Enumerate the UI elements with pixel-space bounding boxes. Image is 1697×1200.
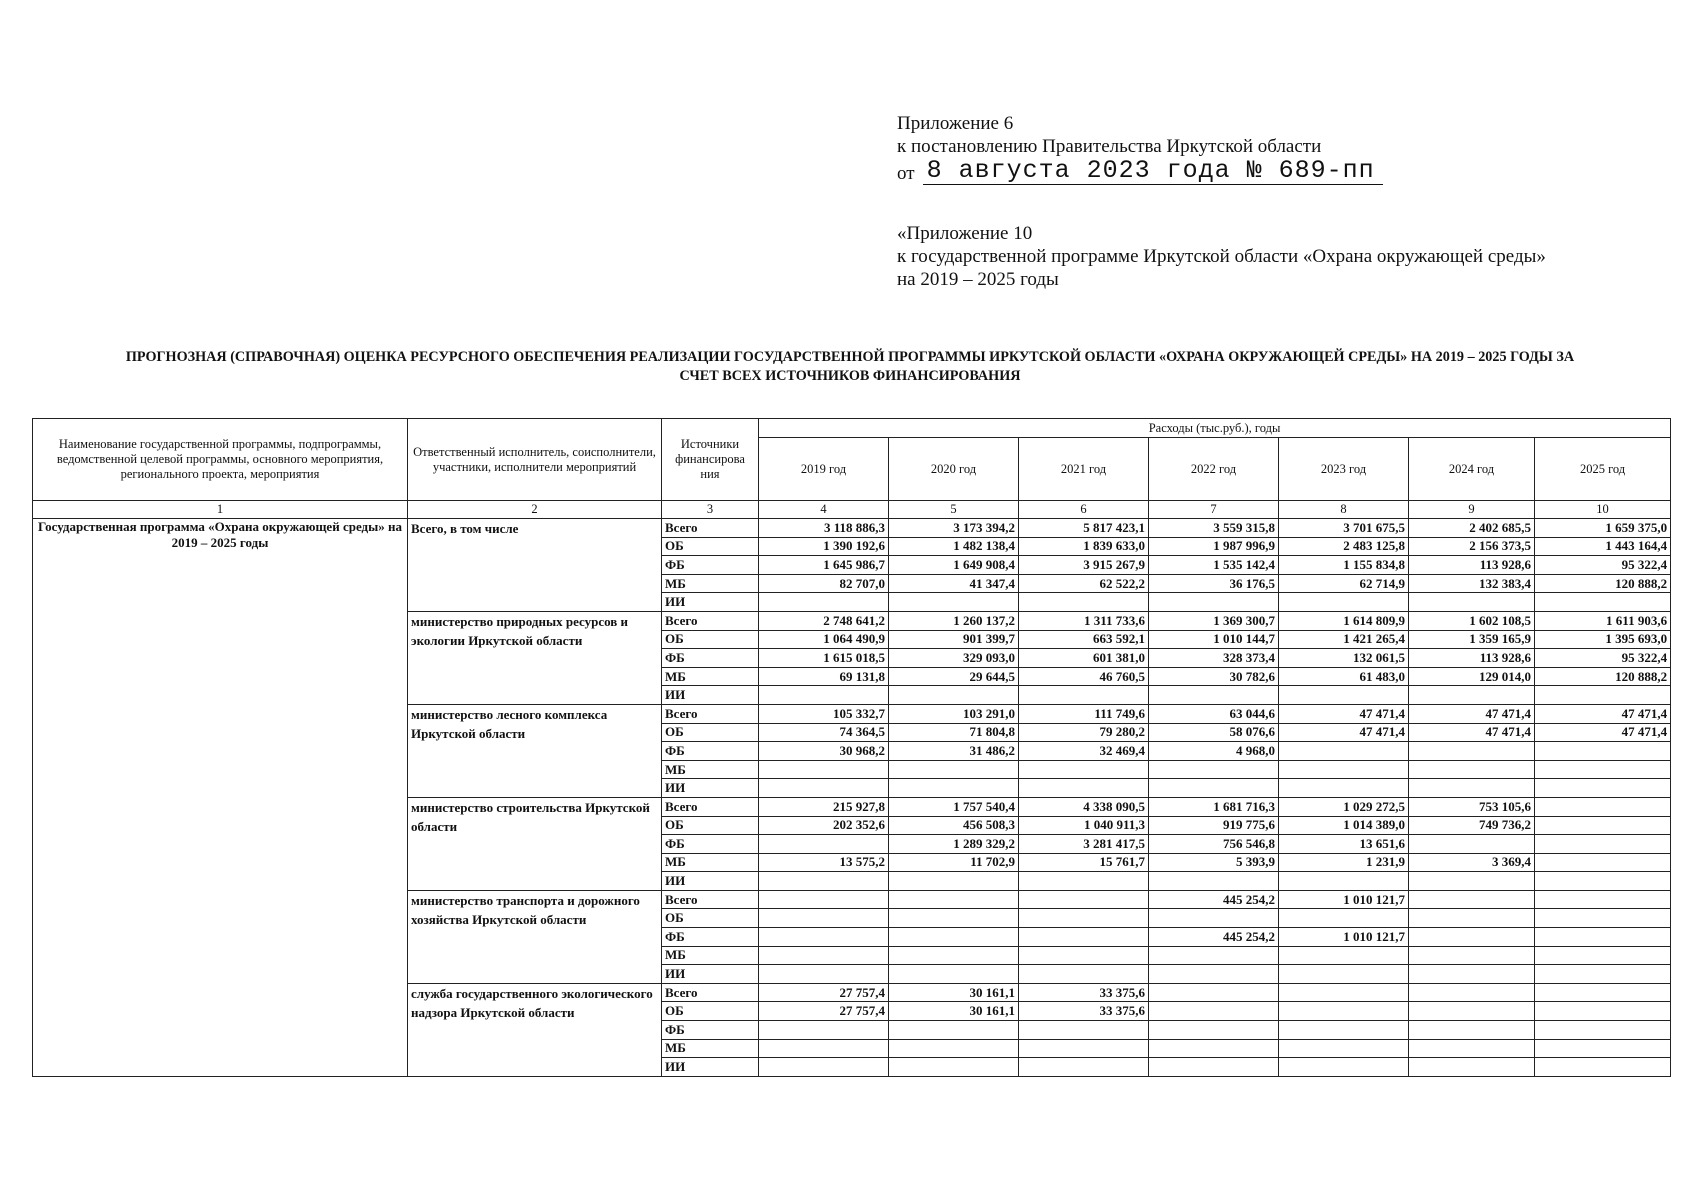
header-year: 2021 год <box>1019 438 1149 501</box>
amount-cell: 47 471,4 <box>1535 723 1671 742</box>
amount-cell: 3 173 394,2 <box>889 519 1019 538</box>
funding-source-cell: Всего <box>662 704 759 723</box>
amount-cell <box>1535 1002 1671 1021</box>
amount-cell: 329 093,0 <box>889 649 1019 668</box>
amount-cell: 753 105,6 <box>1409 797 1535 816</box>
amount-cell <box>1279 872 1409 891</box>
amount-cell <box>759 928 889 947</box>
amount-cell <box>759 835 889 854</box>
funding-source-cell: ФБ <box>662 928 759 947</box>
amount-cell <box>889 928 1019 947</box>
amount-cell <box>759 1021 889 1040</box>
amount-cell: 1 649 908,4 <box>889 556 1019 575</box>
amount-cell: 132 061,5 <box>1279 649 1409 668</box>
amount-cell: 1 311 733,6 <box>1019 611 1149 630</box>
amount-cell <box>1149 909 1279 928</box>
amount-cell <box>1149 760 1279 779</box>
amount-cell: 47 471,4 <box>1279 704 1409 723</box>
amount-cell <box>889 686 1019 705</box>
amount-cell: 129 014,0 <box>1409 667 1535 686</box>
funding-source-cell: ФБ <box>662 835 759 854</box>
amount-cell: 111 749,6 <box>1019 704 1149 723</box>
amount-cell: 445 254,2 <box>1149 890 1279 909</box>
amount-cell <box>1019 686 1149 705</box>
amount-cell: 202 352,6 <box>759 816 889 835</box>
amount-cell <box>1279 1021 1409 1040</box>
amount-cell: 1 611 903,6 <box>1535 611 1671 630</box>
amount-cell: 13 651,6 <box>1279 835 1409 854</box>
amount-cell: 95 322,4 <box>1535 556 1671 575</box>
funding-source-cell: МБ <box>662 667 759 686</box>
amount-cell: 5 393,9 <box>1149 853 1279 872</box>
amount-cell <box>1409 835 1535 854</box>
amount-cell <box>1409 983 1535 1002</box>
amount-cell: 82 707,0 <box>759 574 889 593</box>
amount-cell <box>1149 1039 1279 1058</box>
amount-cell: 33 375,6 <box>1019 1002 1149 1021</box>
header-program-name: Наименование государственной программы, подпрограммы, ведомственной целевой программы, основного мероприятия, регионального проекта, мероприятия <box>33 419 408 501</box>
amount-cell <box>889 965 1019 984</box>
header-year: 2023 год <box>1279 438 1409 501</box>
amount-cell: 27 757,4 <box>759 1002 889 1021</box>
amount-cell: 1 757 540,4 <box>889 797 1019 816</box>
column-number: 8 <box>1279 501 1409 519</box>
funding-source-cell: ФБ <box>662 742 759 761</box>
amount-cell: 62 714,9 <box>1279 574 1409 593</box>
amount-cell: 1 602 108,5 <box>1409 611 1535 630</box>
amount-cell: 3 701 675,5 <box>1279 519 1409 538</box>
amount-cell <box>1019 909 1149 928</box>
column-number: 1 <box>33 501 408 519</box>
amount-cell <box>1019 928 1149 947</box>
amount-cell: 74 364,5 <box>759 723 889 742</box>
amount-cell <box>1019 593 1149 612</box>
executor-cell: министерство строительства Иркутской области <box>408 797 662 890</box>
appendix-6-header <box>897 112 1383 185</box>
amount-cell: 1 369 300,7 <box>1149 611 1279 630</box>
amount-cell <box>1409 760 1535 779</box>
funding-source-cell: Всего <box>662 983 759 1002</box>
amount-cell <box>759 760 889 779</box>
amount-cell <box>1409 742 1535 761</box>
amount-cell: 47 471,4 <box>1535 704 1671 723</box>
amount-cell: 1 482 138,4 <box>889 537 1019 556</box>
amount-cell: 1 390 192,6 <box>759 537 889 556</box>
amount-cell: 1 614 809,9 <box>1279 611 1409 630</box>
amount-cell <box>889 1058 1019 1077</box>
amount-cell <box>1535 983 1671 1002</box>
column-number: 6 <box>1019 501 1149 519</box>
funding-source-cell: МБ <box>662 853 759 872</box>
amount-cell: 1 987 996,9 <box>1149 537 1279 556</box>
amount-cell <box>1409 946 1535 965</box>
financing-table <box>32 418 1671 1077</box>
amount-cell <box>1535 946 1671 965</box>
amount-cell: 36 176,5 <box>1149 574 1279 593</box>
funding-source-cell: ИИ <box>662 779 759 798</box>
amount-cell: 1 359 165,9 <box>1409 630 1535 649</box>
amount-cell <box>889 593 1019 612</box>
header-funding-source: Источники финансирова ния <box>662 419 759 501</box>
funding-source-cell: ИИ <box>662 1058 759 1077</box>
amount-cell: 3 915 267,9 <box>1019 556 1149 575</box>
amount-cell: 47 471,4 <box>1279 723 1409 742</box>
amount-cell <box>889 1021 1019 1040</box>
column-number: 2 <box>408 501 662 519</box>
amount-cell: 663 592,1 <box>1019 630 1149 649</box>
header-expenses: Расходы (тыс.руб.), годы <box>759 419 1671 438</box>
amount-cell <box>1279 760 1409 779</box>
column-number: 3 <box>662 501 759 519</box>
header-year: 2020 год <box>889 438 1019 501</box>
amount-cell: 132 383,4 <box>1409 574 1535 593</box>
amount-cell: 1 064 490,9 <box>759 630 889 649</box>
appendix-10-program: к государственной программе Иркутской области «Охрана окружающей среды» <box>897 246 1546 267</box>
amount-cell <box>1409 1021 1535 1040</box>
amount-cell: 1 040 911,3 <box>1019 816 1149 835</box>
amount-cell <box>1535 835 1671 854</box>
amount-cell: 95 322,4 <box>1535 649 1671 668</box>
amount-cell <box>1409 1039 1535 1058</box>
amount-cell: 3 281 417,5 <box>1019 835 1149 854</box>
amount-cell: 328 373,4 <box>1149 649 1279 668</box>
amount-cell <box>1409 593 1535 612</box>
amount-cell <box>1149 686 1279 705</box>
amount-cell: 15 761,7 <box>1019 853 1149 872</box>
amount-cell: 63 044,6 <box>1149 704 1279 723</box>
appendix-10-title: «Приложение 10 <box>897 223 1033 244</box>
amount-cell <box>1409 890 1535 909</box>
amount-cell <box>1279 1002 1409 1021</box>
amount-cell <box>759 1058 889 1077</box>
amount-cell <box>1535 797 1671 816</box>
amount-cell <box>759 872 889 891</box>
amount-cell <box>1279 686 1409 705</box>
funding-source-cell: ОБ <box>662 723 759 742</box>
amount-cell <box>1409 686 1535 705</box>
header-year: 2025 год <box>1535 438 1671 501</box>
amount-cell <box>759 909 889 928</box>
column-number: 10 <box>1535 501 1671 519</box>
amount-cell: 4 338 090,5 <box>1019 797 1149 816</box>
amount-cell: 3 118 886,3 <box>759 519 889 538</box>
amount-cell: 120 888,2 <box>1535 667 1671 686</box>
amount-cell <box>1149 1002 1279 1021</box>
funding-source-cell: Всего <box>662 519 759 538</box>
amount-cell <box>1535 760 1671 779</box>
amount-cell: 32 469,4 <box>1019 742 1149 761</box>
amount-cell <box>1149 779 1279 798</box>
amount-cell: 2 402 685,5 <box>1409 519 1535 538</box>
amount-cell <box>759 779 889 798</box>
amount-cell <box>1279 965 1409 984</box>
amount-cell: 1 014 389,0 <box>1279 816 1409 835</box>
appendix-10-header <box>897 222 1546 291</box>
amount-cell: 919 775,6 <box>1149 816 1279 835</box>
amount-cell <box>1149 946 1279 965</box>
amount-cell <box>759 686 889 705</box>
amount-cell <box>1279 593 1409 612</box>
funding-source-cell: ИИ <box>662 593 759 612</box>
amount-cell <box>1019 946 1149 965</box>
amount-cell: 1 395 693,0 <box>1535 630 1671 649</box>
executor-cell: служба государственного экологического надзора Иркутской области <box>408 983 662 1076</box>
amount-cell: 1 443 164,4 <box>1535 537 1671 556</box>
funding-source-cell: МБ <box>662 760 759 779</box>
funding-source-cell: ОБ <box>662 630 759 649</box>
amount-cell <box>759 1039 889 1058</box>
funding-source-cell: ИИ <box>662 872 759 891</box>
amount-cell <box>759 965 889 984</box>
amount-cell: 113 928,6 <box>1409 649 1535 668</box>
header-year: 2024 год <box>1409 438 1535 501</box>
amount-cell <box>1535 928 1671 947</box>
funding-source-cell: ОБ <box>662 909 759 928</box>
amount-cell: 1 681 716,3 <box>1149 797 1279 816</box>
amount-cell <box>1409 1058 1535 1077</box>
amount-cell: 4 968,0 <box>1149 742 1279 761</box>
amount-cell <box>1019 872 1149 891</box>
amount-cell: 1 260 137,2 <box>889 611 1019 630</box>
amount-cell <box>1279 742 1409 761</box>
amount-cell <box>1019 1021 1149 1040</box>
amount-cell: 30 161,1 <box>889 1002 1019 1021</box>
amount-cell: 46 760,5 <box>1019 667 1149 686</box>
amount-cell: 120 888,2 <box>1535 574 1671 593</box>
funding-source-cell: ФБ <box>662 1021 759 1040</box>
amount-cell <box>1019 890 1149 909</box>
amount-cell: 30 782,6 <box>1149 667 1279 686</box>
amount-cell: 30 968,2 <box>759 742 889 761</box>
amount-cell <box>1149 593 1279 612</box>
amount-cell <box>889 946 1019 965</box>
amount-cell: 69 131,8 <box>759 667 889 686</box>
amount-cell <box>1019 1039 1149 1058</box>
appendix-6-title: Приложение 6 <box>897 113 1014 134</box>
amount-cell <box>1535 1021 1671 1040</box>
column-number: 7 <box>1149 501 1279 519</box>
amount-cell: 1 659 375,0 <box>1535 519 1671 538</box>
table-row <box>33 519 1671 538</box>
amount-cell: 71 804,8 <box>889 723 1019 742</box>
amount-cell <box>1535 965 1671 984</box>
amount-cell <box>759 890 889 909</box>
funding-source-cell: МБ <box>662 574 759 593</box>
amount-cell: 79 280,2 <box>1019 723 1149 742</box>
amount-cell: 1 010 121,7 <box>1279 928 1409 947</box>
amount-cell <box>1149 872 1279 891</box>
amount-cell <box>1019 965 1149 984</box>
amount-cell: 1 289 329,2 <box>889 835 1019 854</box>
amount-cell <box>1279 946 1409 965</box>
amount-cell <box>1535 779 1671 798</box>
amount-cell <box>1279 909 1409 928</box>
executor-cell: министерство природных ресурсов и экологии Иркутской области <box>408 611 662 704</box>
amount-cell: 105 332,7 <box>759 704 889 723</box>
amount-cell: 29 644,5 <box>889 667 1019 686</box>
amount-cell: 3 369,4 <box>1409 853 1535 872</box>
amount-cell <box>1535 686 1671 705</box>
amount-cell <box>1409 928 1535 947</box>
amount-cell <box>1409 1002 1535 1021</box>
amount-cell: 1 535 142,4 <box>1149 556 1279 575</box>
amount-cell: 1 839 633,0 <box>1019 537 1149 556</box>
amount-cell <box>1535 593 1671 612</box>
amount-cell: 47 471,4 <box>1409 723 1535 742</box>
amount-cell: 30 161,1 <box>889 983 1019 1002</box>
funding-source-cell: ИИ <box>662 965 759 984</box>
table-body <box>33 519 1671 1077</box>
amount-cell <box>1535 1039 1671 1058</box>
amount-cell <box>1279 1058 1409 1077</box>
amount-cell: 33 375,6 <box>1019 983 1149 1002</box>
funding-source-cell: ФБ <box>662 649 759 668</box>
amount-cell <box>1535 890 1671 909</box>
column-number: 5 <box>889 501 1019 519</box>
amount-cell <box>1535 853 1671 872</box>
amount-cell <box>1279 983 1409 1002</box>
amount-cell <box>1149 965 1279 984</box>
appendix-6-date-line <box>897 158 1383 185</box>
amount-cell: 5 817 423,1 <box>1019 519 1149 538</box>
column-number: 9 <box>1409 501 1535 519</box>
amount-cell <box>1149 983 1279 1002</box>
document-title-line-2: СЧЕТ ВСЕХ ИСТОЧНИКОВ ФИНАНСИРОВАНИЯ <box>679 368 1021 384</box>
appendix-10-period: на 2019 – 2025 годы <box>897 269 1059 290</box>
amount-cell <box>889 872 1019 891</box>
amount-cell: 1 421 265,4 <box>1279 630 1409 649</box>
document-title-line-1: ПРОГНОЗНАЯ (СПРАВОЧНАЯ) ОЦЕНКА РЕСУРСНОГО ОБЕСПЕЧЕНИЯ РЕАЛИЗАЦИИ ГОСУДАРСТВЕННОЙ ПРОГРАММЫ ИРКУТСКОЙ ОБЛАСТИ «ОХРАНА ОКРУЖАЮЩЕЙ СРЕДЫ» НА 2019 – 2025 ГОДЫ ЗА <box>125 349 1575 365</box>
decree-date-number: 8 августа 2023 года № 689-пп <box>923 158 1383 185</box>
amount-cell <box>1149 1021 1279 1040</box>
executor-cell: министерство лесного комплекса Иркутской области <box>408 704 662 797</box>
amount-cell: 601 381,0 <box>1019 649 1149 668</box>
amount-cell <box>889 760 1019 779</box>
amount-cell <box>889 779 1019 798</box>
amount-cell: 13 575,2 <box>759 853 889 872</box>
appendix-6-decree: к постановлению Правительства Иркутской области <box>897 136 1322 157</box>
executor-cell: министерство транспорта и дорожного хозяйства Иркутской области <box>408 890 662 983</box>
document-title <box>30 348 1670 386</box>
amount-cell: 456 508,3 <box>889 816 1019 835</box>
amount-cell <box>1535 1058 1671 1077</box>
amount-cell: 31 486,2 <box>889 742 1019 761</box>
amount-cell <box>1019 760 1149 779</box>
funding-source-cell: Всего <box>662 890 759 909</box>
amount-cell: 1 029 272,5 <box>1279 797 1409 816</box>
amount-cell: 11 702,9 <box>889 853 1019 872</box>
amount-cell <box>1535 742 1671 761</box>
amount-cell <box>889 909 1019 928</box>
amount-cell <box>1409 965 1535 984</box>
program-name-cell: Государственная программа «Охрана окружающей среды» на 2019 – 2025 годы <box>33 519 408 1077</box>
amount-cell: 749 736,2 <box>1409 816 1535 835</box>
funding-source-cell: ОБ <box>662 1002 759 1021</box>
amount-cell <box>759 946 889 965</box>
amount-cell: 61 483,0 <box>1279 667 1409 686</box>
header-year: 2019 год <box>759 438 889 501</box>
amount-cell: 215 927,8 <box>759 797 889 816</box>
header-executor: Ответственный исполнитель, соисполнители, участники, исполнители мероприятий <box>408 419 662 501</box>
amount-cell <box>1409 909 1535 928</box>
amount-cell <box>1409 779 1535 798</box>
amount-cell: 47 471,4 <box>1409 704 1535 723</box>
amount-cell <box>889 890 1019 909</box>
amount-cell: 2 156 373,5 <box>1409 537 1535 556</box>
header-year: 2022 год <box>1149 438 1279 501</box>
amount-cell: 1 155 834,8 <box>1279 556 1409 575</box>
funding-source-cell: ФБ <box>662 556 759 575</box>
column-number: 4 <box>759 501 889 519</box>
funding-source-cell: Всего <box>662 797 759 816</box>
executor-cell: Всего, в том числе <box>408 519 662 612</box>
amount-cell <box>1279 779 1409 798</box>
amount-cell <box>1149 1058 1279 1077</box>
amount-cell: 58 076,6 <box>1149 723 1279 742</box>
amount-cell: 2 483 125,8 <box>1279 537 1409 556</box>
amount-cell: 1 645 986,7 <box>759 556 889 575</box>
amount-cell: 2 748 641,2 <box>759 611 889 630</box>
amount-cell <box>1535 816 1671 835</box>
amount-cell: 1 231,9 <box>1279 853 1409 872</box>
funding-source-cell: МБ <box>662 946 759 965</box>
amount-cell <box>759 593 889 612</box>
amount-cell: 901 399,7 <box>889 630 1019 649</box>
amount-cell: 445 254,2 <box>1149 928 1279 947</box>
funding-source-cell: ОБ <box>662 537 759 556</box>
amount-cell: 62 522,2 <box>1019 574 1149 593</box>
amount-cell: 1 010 144,7 <box>1149 630 1279 649</box>
amount-cell: 103 291,0 <box>889 704 1019 723</box>
amount-cell <box>1019 779 1149 798</box>
amount-cell: 41 347,4 <box>889 574 1019 593</box>
amount-cell <box>1279 1039 1409 1058</box>
amount-cell: 1 010 121,7 <box>1279 890 1409 909</box>
amount-cell: 1 615 018,5 <box>759 649 889 668</box>
date-prefix: от <box>897 163 915 184</box>
amount-cell: 3 559 315,8 <box>1149 519 1279 538</box>
funding-source-cell: ИИ <box>662 686 759 705</box>
amount-cell <box>889 1039 1019 1058</box>
funding-source-cell: Всего <box>662 611 759 630</box>
amount-cell: 756 546,8 <box>1149 835 1279 854</box>
amount-cell <box>1535 872 1671 891</box>
amount-cell: 113 928,6 <box>1409 556 1535 575</box>
funding-source-cell: ОБ <box>662 816 759 835</box>
amount-cell <box>1535 909 1671 928</box>
amount-cell: 27 757,4 <box>759 983 889 1002</box>
amount-cell <box>1409 872 1535 891</box>
funding-source-cell: МБ <box>662 1039 759 1058</box>
amount-cell <box>1019 1058 1149 1077</box>
